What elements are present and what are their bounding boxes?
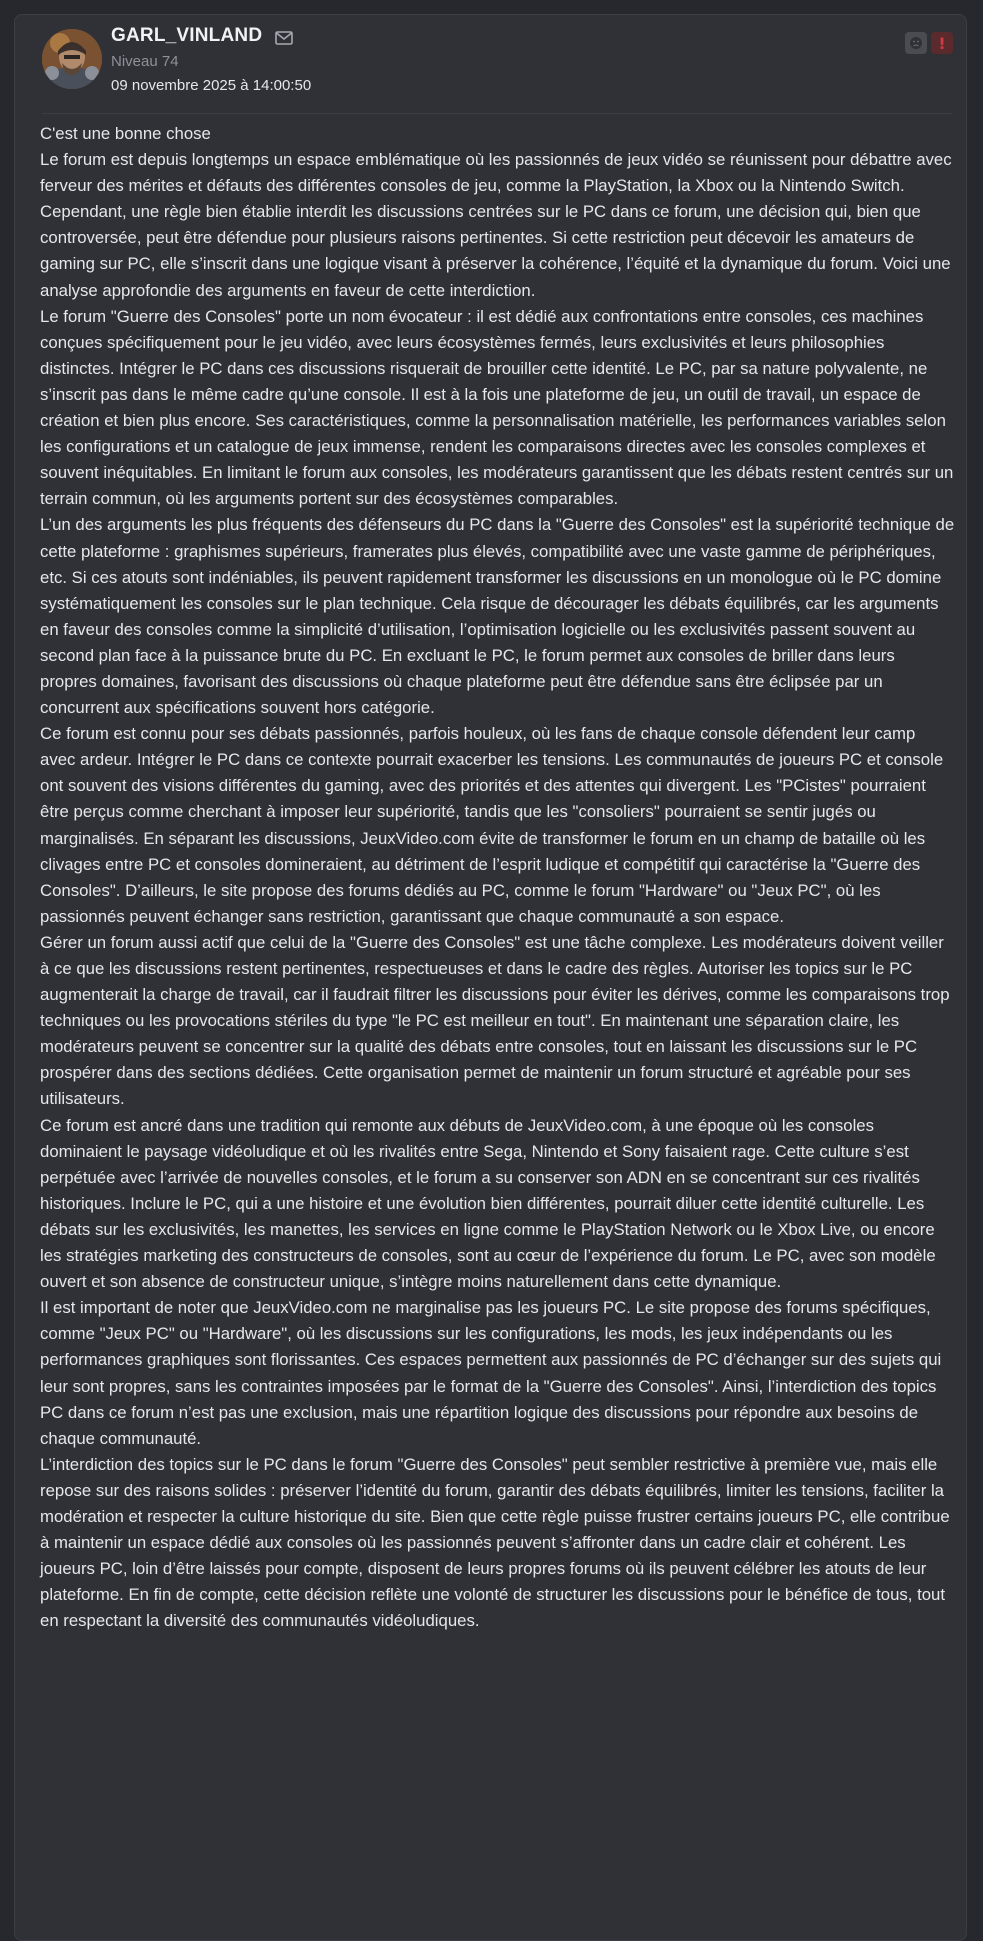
paragraph: L’interdiction des topics sur le PC dans le forum "Guerre des Consoles" peut sembler restrictive à première vue, mais elle repose sur des raisons solides : préserver l’identité du forum, garantir des débats équilibrés, limiter les tensions, faciliter la modération et respecter la culture historique du site. Bien que cette règle puisse frustrer certains joueurs PC, elle contribue à maintenir un espace dédié aux consoles où les passionnés peuvent s’affronter dans un cadre clair et cohérent. Les joueurs PC, loin d’être laissés pour compte, disposent de leurs propres forums où ils peuvent célébrer les atouts de leur plateforme. En fin de compte, cette décision reflète une volonté de structurer les discussions pour le bénéfice de tous, tout en respectant la diversité des communautés vidéoludiques. bbox=[40, 1454, 950, 1631]
paragraph: Gérer un forum aussi actif que celui de la "Guerre des Consoles" est une tâche complexe. Les modérateurs doivent veiller à ce que les discussions restent pertinentes, respectueuses et dans le cadre des règles. Autoriser les topics sur le PC augmenterait la charge de travail, car il faudrait filtrer les discussions pour éviter les dérives, comme les comparaisons trop techniques ou les provocations stériles du type "le PC est meilleur en tout". En maintenant une séparation claire, les modérateurs peuvent se concentrer sur la qualité des débats entre consoles, tout en laissant les discussions sur le PC prospérer dans des sections dédiées. Cette organisation permet de maintenir un forum structuré et agréable pour ses utilisateurs. bbox=[40, 932, 950, 1109]
header-divider bbox=[42, 113, 952, 114]
paragraph: Le forum "Guerre des Consoles" porte un nom évocateur : il est dédié aux confrontations entre consoles, ces machines conçues spécifiquement pour le jeu vidéo, avec leurs écosystèmes fermés, leurs exclusivités et leurs philosophies distinctes. Intégrer le PC dans ces discussions risquerait de brouiller cette identité. Le PC, par sa nature polyvalente, ne s’inscrit pas dans le même cadre qu’une console. Il est à la fois une plateforme de jeu, un outil de travail, un espace de création et bien plus encore. Ses caractéristiques, comme la personnalisation matérielle, les performances variables selon les configurations et un catalogue de jeux immense, rendent les comparaisons directes avec les consoles complexes et souvent inéquitables. En limitant le forum aux consoles, les modérateurs garantissent que les débats restent centrés sur un terrain commun, où les arguments portent sur des écosystèmes comparables. bbox=[40, 306, 954, 509]
envelope-icon[interactable] bbox=[275, 29, 297, 47]
exclamation-icon: ! bbox=[938, 33, 946, 53]
paragraph: L’un des arguments les plus fréquents des défenseurs du PC dans la "Guerre des Consoles" est la supériorité technique de cette plateforme : graphismes supérieurs, framerates plus élevés, compatibilité avec une vaste gamme de périphériques, etc. Si ces atouts sont indéniables, ils peuvent rapidement transformer les discussions en un monologue où le PC domine systématiquement les consoles sur le plan technique. Cela risque de décourager les débats équilibrés, car les arguments en faveur des consoles comme la simplicité d’utilisation, l’optimisation logicielle ou les exclusivités passent souvent au second plan face à la puissance brute du PC. En excluant le PC, le forum permet aux consoles de briller dans leurs propres domaines, favorisant des discussions où chaque plateforme peut être défendue sans être éclipsée par un concurrent aux spécifications souvent hors catégorie. bbox=[40, 515, 955, 718]
paragraph: Le forum est depuis longtemps un espace emblématique où les passionnés de jeux vidéo se réunissent pour débattre avec ferveur des mérites et défauts des différentes consoles de jeu, comme la PlayStation, la Xbox ou la Nintendo Switch. Cependant, une règle bien établie interdit les discussions centrées sur le PC dans ce forum, une décision qui, bien que controversée, peut être défendue pour plusieurs raisons pertinentes. Si cette restriction peut décevoir les amateurs de gaming sur PC, elle s’inscrit dans une logique visant à préserver la cohérence, l’équité et la dynamique du forum. Voici une analyse approfondie des arguments en faveur de cette interdiction. bbox=[40, 150, 952, 300]
mute-button[interactable] bbox=[905, 32, 927, 54]
report-button[interactable] bbox=[931, 32, 953, 54]
paragraph: Il est important de noter que JeuxVideo.com ne marginalise pas les joueurs PC. Le site propose des forums spécifiques, comme "Jeux PC" ou "Hardware", où les discussions sur les configurations, les mods, les jeux indépendants ou les performances graphiques sont florissantes. Ces espaces permettent aux passionnés de PC d’échanger sur des sujets qui leur sont propres, sans les contraintes imposées par le format de la "Guerre des Consoles". Ainsi, l’interdiction des topics PC dans ce forum n’est pas une exclusion, mais une répartition logique des discussions pour répondre aux besoins de chaque communauté. bbox=[40, 1298, 942, 1448]
paragraph: Ce forum est ancré dans une tradition qui remonte aux débuts de JeuxVideo.com, à une époque où les consoles dominaient le paysage vidéoludique et où les rivalités entre Sega, Nintendo et Sony faisaient rage. Cette culture s’est perpétuée avec l’arrivée de nouvelles consoles, et le forum a su conserver son ADN en se concentrant sur ces rivalités historiques. Inclure le PC, qui a une histoire et une évolution bien différentes, pourrait diluer cette identité culturelle. Les débats sur les exclusivités, les manettes, les services en ligne comme le PlayStation Network ou le Xbox Live, ou encore les stratégies marketing des constructeurs de consoles, sont au cœur de l’expérience du forum. Le PC, avec son modèle ouvert et son absence de constructeur unique, s’intègre moins naturellement dans cette dynamique. bbox=[40, 1115, 936, 1292]
post-content bbox=[40, 121, 955, 1634]
author-name[interactable]: GARL_VINLAND bbox=[111, 25, 263, 46]
paragraph: C'est une bonne chose bbox=[40, 124, 211, 143]
user-level: Niveau 74 bbox=[111, 53, 179, 70]
paragraph: Ce forum est connu pour ses débats passionnés, parfois houleux, où les fans de chaque console défendent leur camp avec ardeur. Intégrer le PC dans ce contexte pourrait exacerber les tensions. Les communautés de joueurs PC et console ont souvent des visions différentes du gaming, avec des priorités et des attentes qui divergent. Les "PCistes" pourraient être perçus comme cherchant à imposer leur supériorité, tandis que les "consoliers" pourraient se sentir jugés ou marginalisés. En séparant les discussions, JeuxVideo.com évite de transformer le forum en un champ de bataille où les clivages entre PC et consoles domineraient, au détriment de l’esprit ludique et compétitif qui caractérise la "Guerre des Consoles". D’ailleurs, le site propose des forums dédiés au PC, comme le forum "Hardware" ou "Jeux PC", où les passionnés peuvent échanger sans restriction, garantissant que chaque communauté a son espace. bbox=[40, 724, 944, 926]
mute-face-icon bbox=[909, 36, 923, 50]
avatar-image bbox=[42, 29, 102, 89]
avatar[interactable] bbox=[42, 29, 102, 89]
post-date[interactable]: 09 novembre 2025 à 14:00:50 bbox=[111, 77, 312, 94]
forum-post bbox=[14, 14, 967, 1941]
